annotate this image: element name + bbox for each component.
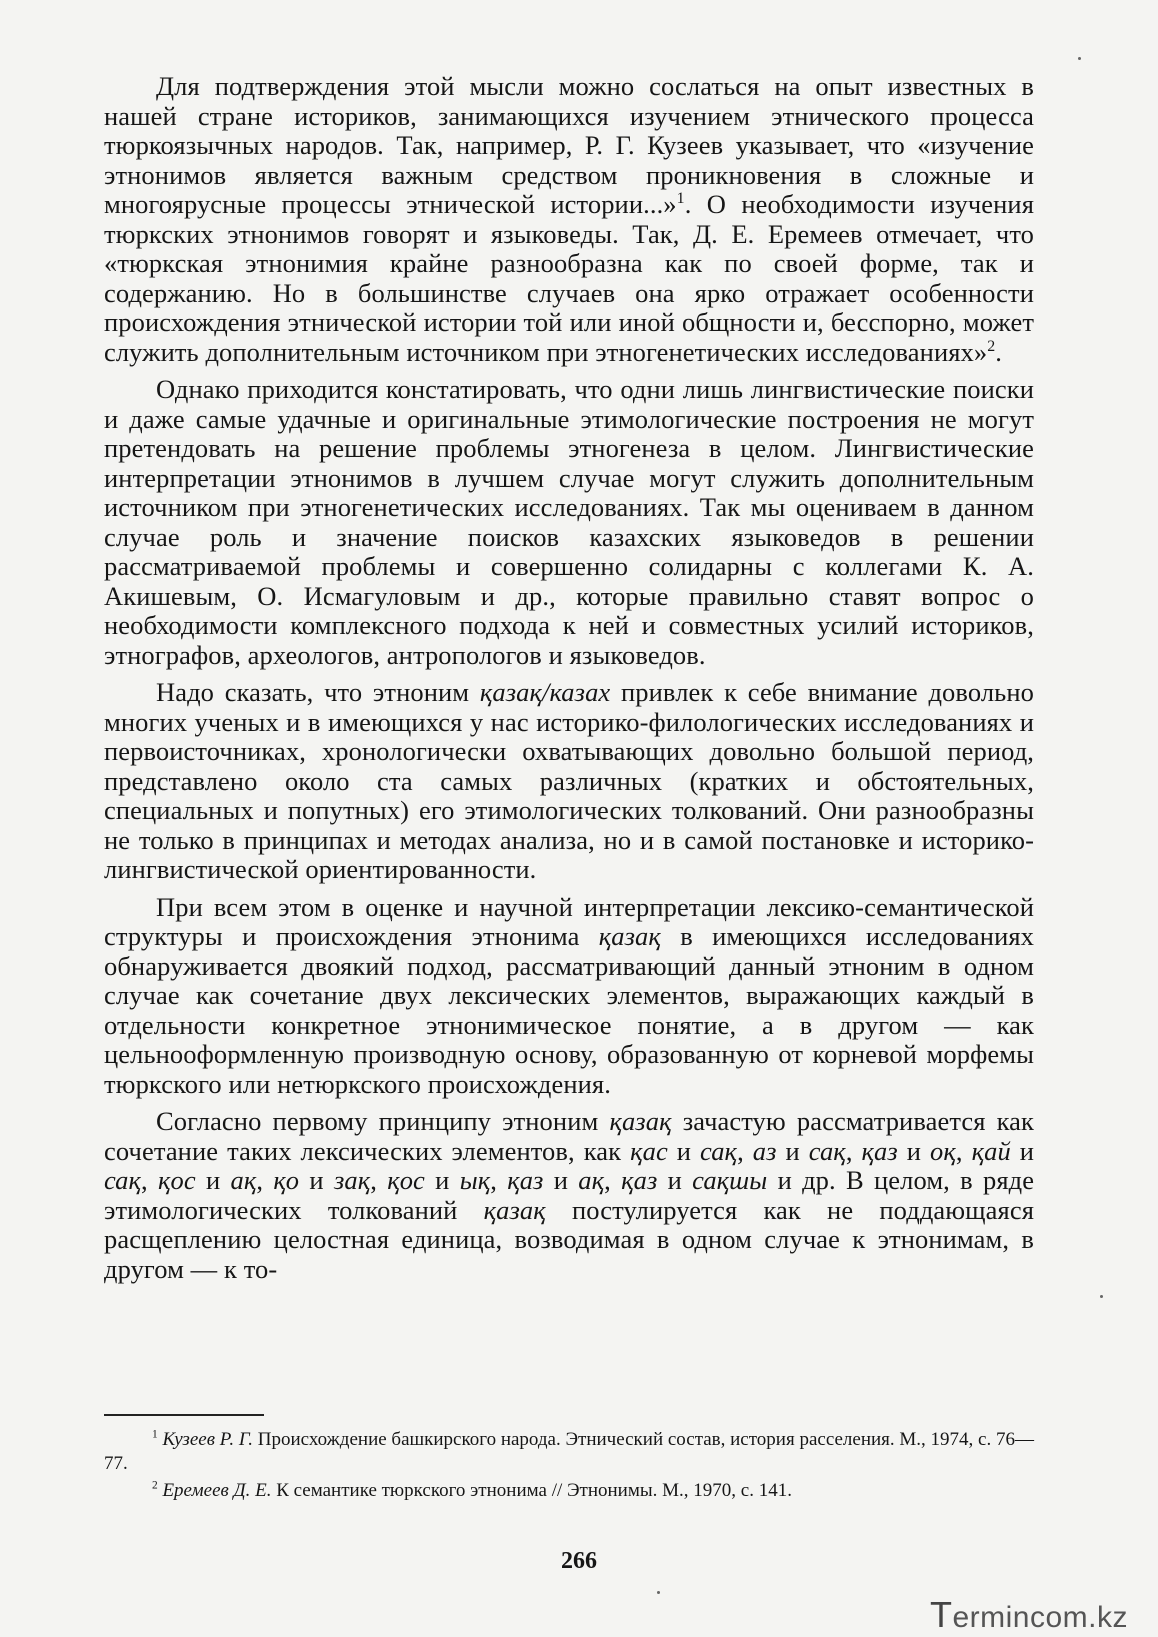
page-body <box>104 72 1034 1292</box>
paragraph-3: Надо сказать, что этноним қазақ/казах привлек к себе внимание довольно многих ученых и в имеющихся у нас историко-филологических исследованиях и первоисточниках, хронологически охватывающих довольно большой период, представлено около ста самых различных (кратких и обстоятельных, специальных и попутных) его этимологических толкований. Они разнообразны не только в принципах и методах анализа, но и в самой постановке и историко-лингвистической ориентированности. <box>104 677 1034 884</box>
footnote-divider <box>104 1414 264 1416</box>
footnote-2: $^2$ Еремеев Д. Е. К семантике тюркского этнонима // Этнонимы. М., 1970, с. 141. <box>152 1479 792 1501</box>
paragraph-2: Однако приходится констатировать, что одни лишь лингвистические поиски и даже самые удачные и оригинальные этимологические построения не могут претендовать на решение проблемы этногенеза в целом. Лингвистические интерпретации этнонимов в лучшем случае могут служить дополнительным источником при этногенетических исследованиях. Так мы оцениваем в данном случае роль и значение поисков казахских языковедов в решении рассматриваемой проблемы и совершенно солидарны с коллегами К. А. Акишевым, О. Исмагуловым и др., которые правильно ставят вопрос о необходимости комплексного подхода к ней и совместных усилий историков, этнографов, археологов, антропологов и языковедов. <box>104 374 1034 670</box>
paragraph-4: При всем этом в оценке и научной интерпретации лексико-семантической структуры и происхождения этнонима қазақ в имеющихся исследованиях обнаруживается двоякий подход, рассматривающий данный этноним в одном случае как сочетание двух лексических элементов, выражающих каждый в отдельности конкретное этнонимическое понятие, а в другом — как цельнооформленную производную основу, образованную от корневой морфемы тюркского или нетюркского происхождения. <box>104 891 1034 1099</box>
scan-speck <box>657 1591 660 1594</box>
page-number: 266 <box>561 1548 597 1574</box>
paragraph-5: Согласно первому принципу этноним қазақ зачастую рассматривается как сочетание таких лексических элементов, как қас и сақ, аз и сақ, қаз и оқ, қай и сақ, қос и ақ, қо и зақ, қос и ық, қаз и ақ, қаз и сақшы и др. В целом, в ряде этимологических толкований қазақ постулируется как не поддающаяся расщеплению целостная единица, возводимая в одном случае к этнонимам, в другом — к то- <box>104 1106 1035 1284</box>
scan-speck <box>1100 1295 1103 1298</box>
scan-speck <box>1078 57 1081 60</box>
watermark-logo: Termincom.kz <box>929 1594 1128 1635</box>
paragraph-1: Для подтверждения этой мысли можно сослаться на опыт известных в нашей стране историков, занимающихся изучением этнического процесса тюркоязычных народов. Так, например, Р. Г. Кузеев указывает, что «изучение этнонимов является важным средством проникновения в сложные и многоярусные процессы этнической истории...»$^1$. О необходимости изучения тюркских этнонимов говорят и языковеды. Так, Д. Е. Еремеев отмечает, что «тюркская этнонимия крайне разнообразна как по своей форме, так и содержанию. Но в большинстве случаев она ярко отражает особенности происхождения этнической истории той или иной общности и, бесспорно, может служить дополнительным источником при этногенетических исследованиях»$^2$. <box>104 71 1034 367</box>
footnotes <box>104 1428 1034 1506</box>
footnote-1: $^1$ Кузеев Р. Г. Происхождение башкирского народа. Этнический состав, история расселения. М., 1974, с. 76—77. <box>104 1428 1034 1474</box>
